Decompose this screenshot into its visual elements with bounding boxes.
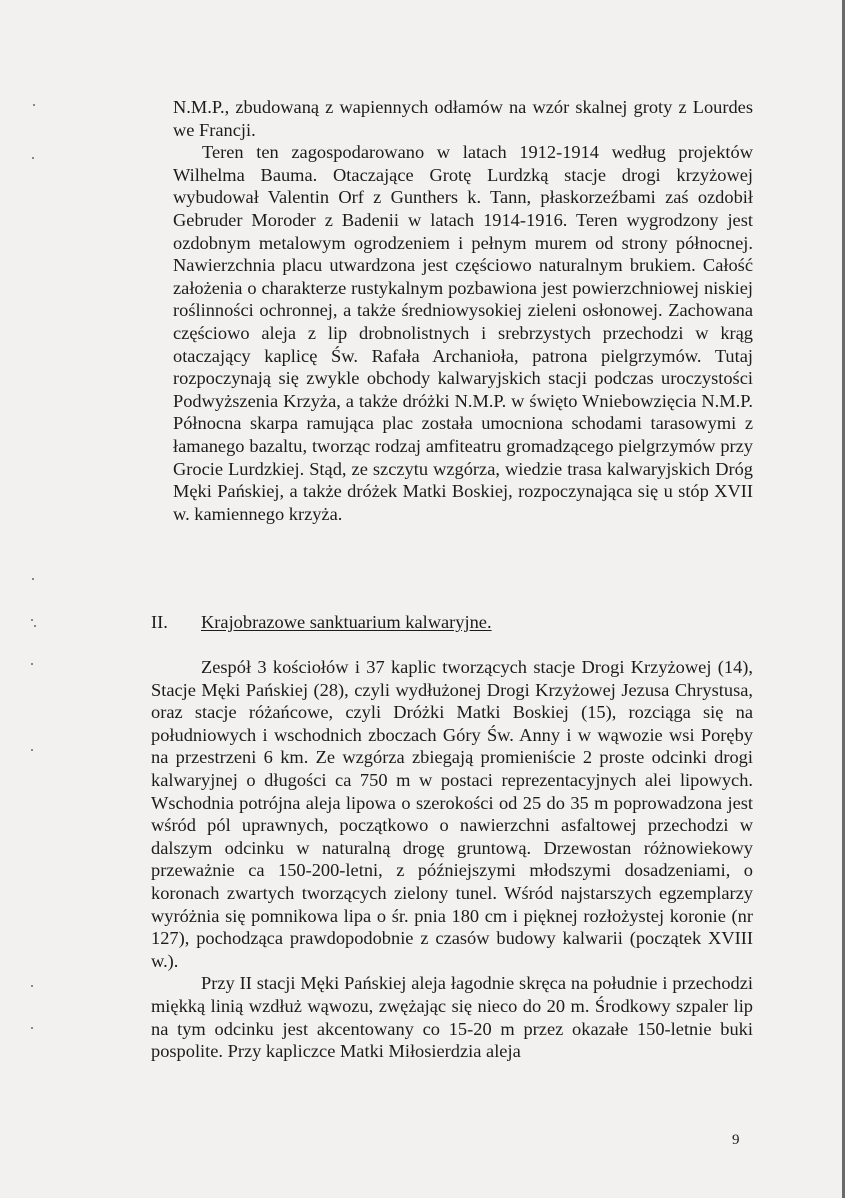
scan-artifact-dot: [33, 104, 35, 106]
scan-artifact-dot: [31, 749, 33, 751]
scan-artifact-dot: [32, 578, 34, 580]
page-number: 9: [732, 1132, 740, 1148]
document-body-bottom: [151, 656, 753, 1063]
scan-artifact-dot: [31, 1027, 33, 1029]
section-heading: [151, 611, 751, 633]
paragraph-station-ii: Przy II stacji Męki Pańskiej aleja łagodnie skręca na południe i przechodzi miękką linią wzdłuż wąwozu, zwężając się nieco do 20 m. Środkowy szpaler lip na tym odcinku jest akcentowany co 15-20 m przez okazałe 150-letnie buki pospolite. Przy kapliczce Matki Miłosierdzia aleja: [151, 973, 753, 1062]
paragraph-complex: Zespół 3 kościołów i 37 kaplic tworzących stacje Drogi Krzyżowej (14), Stacje Męki Pańskiej (28), czyli wydłużonej Drogi Krzyżowej Jezusa Chrystusa, oraz stacje różańcowe, czyli Dróżki Matki Boskiej (15), rozciąga się na południowych i wschodnich zboczach Góry Św. Anny i w wąwozie wsi Poręby na przestrzeni 6 km. Ze wzgórza zbiegają promieniście 2 proste odcinki drogi kalwaryjnej o długości ca 750 m w postaci reprezentacyjnych alei lipowych. Wschodnia potrójna aleja lipowa o szerokości od 25 do 35 m poprowadzona jest wśród pól uprawnych, początkowo o nawierzchni asfaltowej przechodzi w dalszym odcinku w naturalną drogę gruntową. Drzewostan różnowiekowy przeważnie ca 150-200-letni, z późniejszymi młodszymi dosadzeniami, o koronach zwartych tworzących zielony tunel. Wśród najstarszych egzemplarzy wyróżnia się pomnikowa lipa o śr. pnia 180 cm i pięknej rozłożystej koronie (nr 127), pochodząca prawdopodobnie z czasów budowy kalwarii (początek XVIII w.).: [151, 657, 753, 971]
scan-artifact-dot: [31, 619, 33, 621]
section-number: II.: [151, 612, 168, 632]
document-body-top: [173, 96, 753, 525]
scan-artifact-dot: [32, 157, 34, 159]
paragraph-terrain: Teren ten zagospodarowano w latach 1912-1914 według projektów Wilhelma Bauma. Otaczające Grotę Lurdzką stacje drogi krzyżowej wybudował Valentin Orf z Gunthers k. Tann, płaskorzeźbami zaś ozdobił Gebruder Moroder z Badenii w latach 1914-1916. Teren wygrodzony jest ozdobnym metalowym ogrodzeniem i pełnym murem od strony północnej. Nawierzchnia placu utwardzona jest częściowo naturalnym brukiem. Całość założenia o charakterze rustykalnym pozbawiona jest powierzchniowej niskiej roślinności ochronnej, a także średniowysokiej zieleni osłonowej. Zachowana częściowo aleja z lip drobnolistnych i srebrzystych przechodzi w krąg otaczający kaplicę Św. Rafała Archanioła, patrona pielgrzymów. Tutaj rozpoczynają się zwykle obchody kalwaryjskich stacji podczas uroczystości Podwyższenia Krzyża, a także dróżki N.M.P. w święto Wniebowzięcia N.M.P. Północna skarpa ramująca plac została umocniona schodami tarasowymi z łamanego bazaltu, tworząc rodzaj amfiteatru gromadzącego pielgrzymów przy Grocie Lurdzkiej. Stąd, ze szczytu wzgórza, wiedzie trasa kalwaryjskich Dróg Męki Pańskiej, a także dróżek Matki Boskiej, rozpoczynająca się u stóp XVII w. kamiennego krzyża.: [173, 142, 753, 524]
scan-artifact-dot: [31, 663, 33, 665]
section-title: Krajobrazowe sanktuarium kalwaryjne.: [201, 612, 492, 632]
scan-artifact-dot: [31, 985, 33, 987]
scan-artifact-dot: [34, 625, 36, 627]
paragraph-continuation: N.M.P., zbudowaną z wapiennych odłamów na wzór skalnej groty z Lourdes we Francji.: [173, 97, 753, 140]
